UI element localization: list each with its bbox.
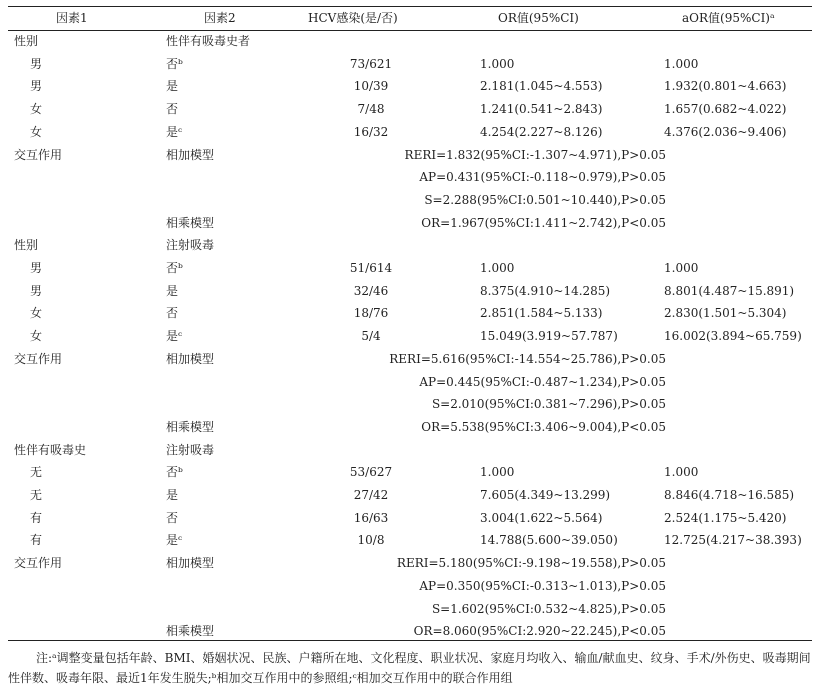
factor2-level: 是ᶜ bbox=[166, 124, 183, 139]
factor1-level: 男 bbox=[30, 79, 43, 94]
hcv-count: 10/39 bbox=[353, 79, 389, 94]
multiplicative-or-value: OR=1.967(95%CI:1.411~2.742),P<0.05 bbox=[421, 215, 666, 230]
or-value: 1.000 bbox=[480, 261, 515, 275]
top-rule bbox=[8, 6, 812, 7]
factor1-group-title: 性伴有吸毒史 bbox=[14, 442, 87, 457]
or-value: 8.375(4.910~14.285) bbox=[480, 283, 611, 298]
hcv-count: 16/32 bbox=[353, 124, 389, 139]
factor1-level: 女 bbox=[30, 329, 43, 344]
or-value: 15.049(3.919~57.787) bbox=[480, 329, 618, 344]
factor1-level: 男 bbox=[30, 56, 43, 71]
factor1-group-title: 性别 bbox=[14, 238, 39, 253]
multiplicative-or-value: OR=8.060(95%CI:2.920~22.245),P<0.05 bbox=[413, 624, 666, 639]
or-value: 1.241(0.541~2.843) bbox=[480, 102, 603, 117]
factor1-group-title: 性别 bbox=[14, 34, 39, 48]
factor2-level: 否ᵇ bbox=[166, 465, 183, 480]
aor-value: 1.000 bbox=[664, 261, 699, 275]
factor2-level: 是ᶜ bbox=[166, 329, 183, 344]
header-or: OR值(95%CI) bbox=[498, 11, 579, 25]
factor1-level: 男 bbox=[30, 261, 43, 275]
factor2-group-title: 性伴有吸毒史者 bbox=[166, 34, 251, 48]
table-notes: 注:ᵃ调整变量包括年龄、BMI、婚姻状况、民族、户籍所在地、文化程度、职业状况、家庭月均收入、输血/献血史、纹身、手术/外伤史、吸毒期间性伴数、吸毒年限、最近1年发生脱失;ᵇ相加交互作用中的参照组;ᶜ相加交互作用中的联合作用组 bbox=[8, 651, 811, 685]
aor-value: 8.801(4.487~15.891) bbox=[664, 283, 795, 298]
multiplicative-model-label: 相乘模型 bbox=[166, 624, 215, 639]
header-aor: aOR值(95%CI)ᵃ bbox=[682, 11, 775, 25]
header-factor2: 因素2 bbox=[204, 11, 236, 25]
factor2-level: 否ᵇ bbox=[166, 56, 183, 71]
s-value: S=2.288(95%CI:0.501~10.440),P>0.05 bbox=[424, 192, 666, 207]
hcv-count: 51/614 bbox=[349, 261, 393, 275]
header-factor1: 因素1 bbox=[56, 11, 88, 25]
aor-value: 1.657(0.682~4.022) bbox=[664, 102, 787, 117]
factor1-level: 男 bbox=[30, 283, 43, 298]
multiplicative-model-label: 相乘模型 bbox=[166, 419, 215, 434]
factor2-level: 否ᵇ bbox=[166, 261, 183, 275]
ap-value: AP=0.431(95%CI:-0.118~0.979),P>0.05 bbox=[419, 170, 666, 185]
multiplicative-model-label: 相乘模型 bbox=[166, 215, 215, 230]
interaction-label: 交互作用 bbox=[14, 351, 63, 366]
factor2-level: 否 bbox=[166, 510, 179, 525]
hcv-count: 16/63 bbox=[353, 510, 389, 525]
aor-value: 16.002(3.894~65.759) bbox=[664, 329, 802, 344]
ap-value: AP=0.445(95%CI:-0.487~1.234),P>0.05 bbox=[419, 374, 666, 389]
or-value: 14.788(5.600~39.050) bbox=[480, 533, 618, 548]
hcv-count: 10/8 bbox=[357, 533, 385, 548]
aor-value: 2.830(1.501~5.304) bbox=[664, 306, 787, 321]
header-hcv: HCV感染(是/否) bbox=[308, 11, 398, 25]
reri-value: RERI=5.616(95%CI:-14.554~25.786),P>0.05 bbox=[389, 351, 666, 366]
aor-value: 4.376(2.036~9.406) bbox=[664, 124, 787, 139]
hcv-count: 18/76 bbox=[353, 306, 389, 321]
hcv-count: 27/42 bbox=[353, 488, 389, 502]
or-value: 2.181(1.045~4.553) bbox=[480, 79, 603, 94]
hcv-count: 73/621 bbox=[349, 56, 393, 71]
aor-value: 8.846(4.718~16.585) bbox=[664, 488, 795, 502]
s-value: S=2.010(95%CI:0.381~7.296),P>0.05 bbox=[431, 397, 666, 412]
aor-value: 2.524(1.175~5.420) bbox=[664, 510, 787, 525]
factor2-level: 是 bbox=[166, 79, 179, 94]
additive-model-label: 相加模型 bbox=[166, 351, 215, 366]
factor2-group-title: 注射吸毒 bbox=[166, 238, 215, 253]
factor1-level: 有 bbox=[30, 533, 43, 548]
hcv-count: 53/627 bbox=[349, 465, 393, 480]
aor-value: 12.725(4.217~38.393) bbox=[664, 533, 802, 548]
bottom-rule bbox=[8, 640, 812, 641]
hcv-count: 7/48 bbox=[357, 102, 385, 117]
factor1-level: 女 bbox=[30, 124, 43, 139]
or-value: 3.004(1.622~5.564) bbox=[480, 510, 603, 525]
s-value: S=1.602(95%CI:0.532~4.825),P>0.05 bbox=[431, 601, 666, 616]
aor-value: 1.000 bbox=[664, 465, 699, 480]
or-value: 1.000 bbox=[480, 465, 515, 480]
aor-value: 1.932(0.801~4.663) bbox=[664, 79, 787, 94]
factor2-level: 是 bbox=[166, 283, 179, 298]
multiplicative-or-value: OR=5.538(95%CI:3.406~9.004),P<0.05 bbox=[421, 419, 666, 434]
additive-model-label: 相加模型 bbox=[166, 556, 215, 571]
or-value: 7.605(4.349~13.299) bbox=[480, 488, 611, 502]
factor2-level: 否 bbox=[166, 306, 179, 321]
reri-value: RERI=1.832(95%CI:-1.307~4.971),P>0.05 bbox=[404, 147, 666, 162]
factor1-level: 女 bbox=[30, 102, 43, 117]
factor2-group-title: 注射吸毒 bbox=[166, 442, 215, 457]
factor2-level: 否 bbox=[166, 102, 179, 117]
factor1-level: 有 bbox=[30, 510, 43, 525]
ap-value: AP=0.350(95%CI:-0.313~1.013),P>0.05 bbox=[419, 578, 666, 593]
or-value: 2.851(1.584~5.133) bbox=[480, 306, 603, 321]
factor1-level: 女 bbox=[30, 306, 43, 321]
hcv-count: 5/4 bbox=[361, 329, 381, 344]
factor1-level: 无 bbox=[30, 465, 43, 480]
or-value: 4.254(2.227~8.126) bbox=[480, 124, 603, 139]
additive-model-label: 相加模型 bbox=[166, 147, 215, 162]
factor2-level: 是ᶜ bbox=[166, 533, 183, 548]
interaction-label: 交互作用 bbox=[14, 147, 63, 162]
or-value: 1.000 bbox=[480, 56, 515, 71]
factor1-level: 无 bbox=[30, 488, 43, 502]
reri-value: RERI=5.180(95%CI:-9.198~19.558),P>0.05 bbox=[396, 556, 666, 571]
factor2-level: 是 bbox=[166, 488, 179, 502]
aor-value: 1.000 bbox=[664, 56, 699, 71]
header-rule bbox=[8, 30, 812, 31]
hcv-count: 32/46 bbox=[353, 283, 389, 298]
interaction-label: 交互作用 bbox=[14, 556, 63, 571]
